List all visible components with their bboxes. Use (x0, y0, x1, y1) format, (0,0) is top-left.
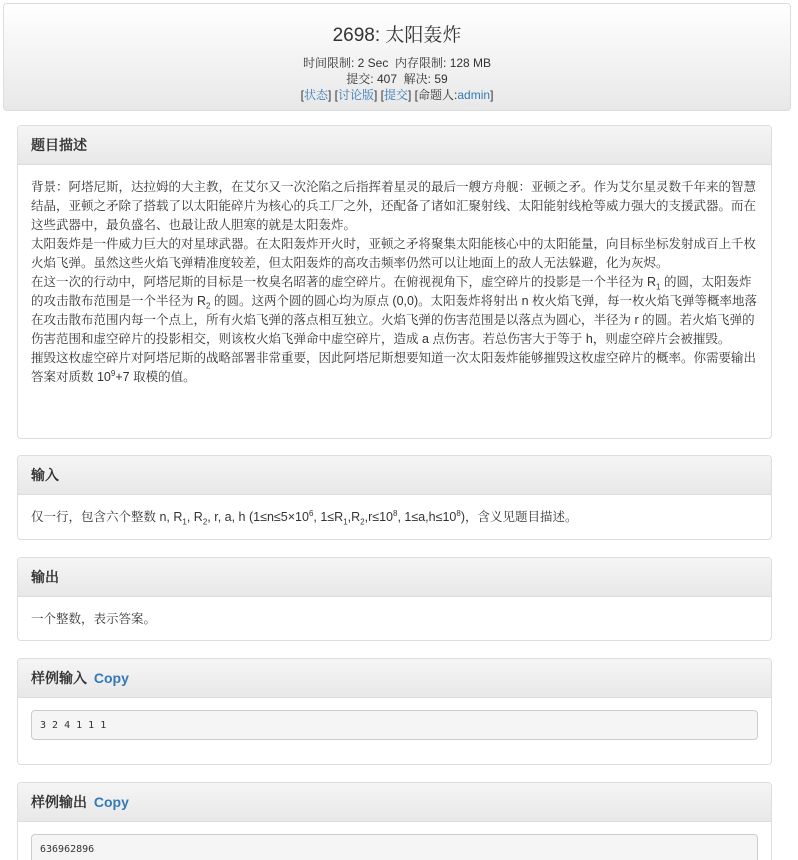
problem-header (3, 3, 791, 111)
memory-limit-value: 128 MB (449, 56, 492, 70)
solved-count: 59 (434, 72, 448, 86)
time-limit-label: 时间限制: (302, 56, 355, 70)
setter-link[interactable]: admin (457, 88, 491, 102)
links-line: [状态] [讨论版] [提交] [命题人:admin] (300, 88, 494, 102)
input-text: 仅一行，包含六个整数 n, $R_1$, $R_2$, r, a, h ($1\le n\le 5\times 10^6$, $1\le R_1,R_2,r\le 10^8$, $1\le a,h\le 10^8$)，含义见题目描述。 (31, 508, 578, 527)
description-heading: 题目描述 (18, 126, 771, 165)
solved-label: 解决: (403, 72, 432, 86)
input-panel (17, 455, 772, 540)
sample-input-body (18, 698, 771, 750)
time-limit-value: 2 Sec (357, 56, 389, 70)
stats-line (4, 71, 790, 87)
submit-count: 407 (376, 72, 397, 86)
sample-output-copy-button[interactable]: Copy (93, 794, 129, 810)
description-body (18, 165, 771, 397)
setter-label: 命题人: (418, 88, 458, 102)
sample-output-panel (17, 782, 772, 860)
sample-input-box: 3 2 4 1 1 1 (31, 710, 758, 740)
input-heading: 输入 (18, 456, 771, 495)
description-panel (17, 125, 772, 439)
output-body (18, 597, 771, 639)
sample-output-box: 636962896 (31, 834, 758, 860)
output-heading: 输出 (18, 558, 771, 597)
description-paragraph-4: 摧毁这枚虚空碎片对阿塔尼斯的战略部署非常重要，因此阿塔尼斯想要知道一次太阳轰炸能够摧毁这枚虚空碎片的概率。你需要输出答案对质数 $10^9+7$ 取模的值。 (31, 351, 757, 384)
memory-limit-label: 内存限制: (395, 56, 447, 70)
description-paragraph-3: 在这一次的行动中，阿塔尼斯的目标是一枚臭名昭著的虚空碎片。在俯视视角下，虚空碎片的投影是一个半径为 $R_1$ 的圆，太阳轰炸的攻击散布范围是一个半径为 $R_2$ 的圆。这两个圆的圆心均为原点 (0,0)。太阳轰炸将射出 n 枚火焰飞弹，每一枚火焰飞弹等概率地落在攻击散布范围内每一个点上，所有火焰飞弹的落点相互独立。火焰飞弹的伤害范围是以落点为圆心，半径为 r 的圆。若火焰飞弹的伤害范围和虚空碎片的投影相交，则该枚火焰飞弹命中虚空碎片，造成 a 点伤害。若总伤害大于等于 h，则虚空碎片会被摧毁。 (31, 275, 758, 346)
description-paragraph-1: 背景：阿塔尼斯，达拉姆的大主教，在艾尔又一次沦陷之后指挥着星灵的最后一艘方舟舰：亚顿之矛。作为艾尔星灵数千年来的智慧结晶，亚顿之矛除了搭载了以太阳能碎片为核心的兵工厂之外，还配备了诸如汇聚射线、太阳能射线枪等威力强大的支援武器。而在这些武器中，最负盛名、也最让敌人胆寒的就是太阳轰炸。 (31, 180, 757, 232)
sample-output-heading (18, 783, 771, 822)
sample-input-panel (17, 658, 772, 765)
submit-label: 提交: (346, 72, 374, 86)
output-text: 一个整数，表示答案。 (31, 612, 157, 626)
submit-link[interactable]: 提交 (384, 88, 409, 102)
discuss-link[interactable]: 讨论版 (337, 88, 374, 102)
sample-input-title: 样例输入 (31, 670, 87, 686)
problem-title: 2698: 太阳轰炸 (332, 25, 462, 46)
sample-output-body (18, 822, 771, 860)
input-body (18, 495, 771, 537)
sample-input-copy-button[interactable]: Copy (93, 670, 129, 686)
sample-output-title: 样例输出 (31, 794, 87, 810)
output-panel (17, 557, 772, 641)
sample-input-heading (18, 659, 771, 698)
description-paragraph-2: 太阳轰炸是一件威力巨大的对星球武器。在太阳轰炸开火时，亚顿之矛将聚集太阳能核心中的太阳能量，向目标坐标发射成百上千枚火焰飞弹。虽然这些火焰飞弹精准度较差，但太阳轰炸的高攻击频率仍然可以让地面上的敌人无法躲避，化为灰烬。 (31, 237, 757, 270)
status-link[interactable]: 状态 (303, 88, 328, 102)
limits-line (4, 55, 790, 71)
